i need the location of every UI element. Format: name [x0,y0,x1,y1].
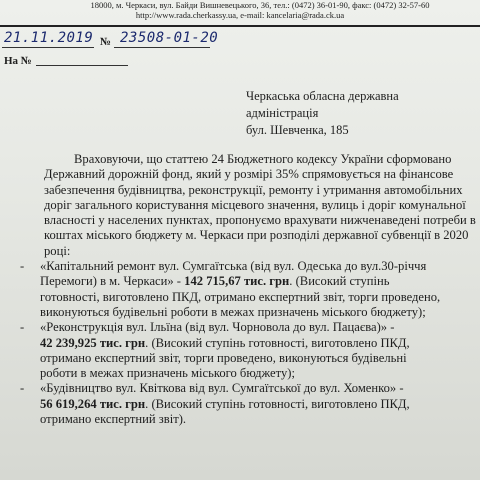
list-bullet: - [20,381,25,396]
text-line: коштах міського бюджету м. Черкаси при розподілі державної субвенції в 2020 [44,228,469,243]
text-line: «Будівництво вул. Квіткова від вул. Сумгаїтської до вул. Хоменко» - [40,381,404,396]
registration-date: 21.11.2019 [4,30,94,46]
text-line [40,274,472,289]
text-line: власності у населених пунктах, пропонуємо врахувати нижченаведені потреби в [44,213,476,228]
text-line: доріг загального користування місцевого значення, вулиць і доріг комунальної [44,197,466,212]
text-line: забезпечення будівництва, реконструкції, ремонту і утримання автомобільних [44,182,463,197]
item-text: . (Високий ступінь готовності, виготовлено ПКД, [145,396,410,411]
registration-number: 23508-01-20 [120,30,219,46]
addressee-line: бул. Шевченка, 185 [246,123,349,137]
item-text: . (Високий ступінь готовності, виготовлено ПКД, [145,335,410,350]
text-line: Враховуючи, що статтею 24 Бюджетного кодексу України сформовано [74,152,452,166]
item-text: Перемоги) в м. Черкаси» - [40,274,185,289]
text-line: виконуються будівельні роботи в межах призначень міського бюджету); [40,304,426,319]
list-item [14,381,472,427]
number-label: № [100,36,112,48]
intro-paragraph [14,152,476,259]
number-underline [114,47,210,48]
date-underline [2,47,94,48]
item-text: . (Високий ступінь [289,274,390,289]
list-item [14,320,472,381]
text-line: отримано експертний звіт). [40,412,187,427]
funding-items-list [14,259,472,427]
item-amount: 42 239,925 тис. грн [40,335,146,350]
text-line: отримано експертний звіт, торги проведено, виконуються будівельні [40,350,407,365]
reply-to-label: На № [4,55,32,67]
registration-block [0,27,480,67]
addressee-line: Черкаська обласна державна [246,89,399,103]
text-line: готовності, виготовлено ПКД, отримано експертний звіт, торги проведено, [40,289,441,304]
reply-underline [36,65,128,66]
text-line: «Реконструкція вул. Ільїна (від вул. Чорновола до вул. Пацаєва)» - [40,320,395,335]
list-bullet: - [20,259,25,274]
letterhead-contacts: http://www.rada.cherkassy.ua, e-mail: kancelaria@rada.ck.ua [135,10,345,20]
list-item [14,259,472,320]
text-line [40,397,472,412]
letter-body [14,152,476,427]
text-line: році: [44,243,71,258]
text-line [40,336,472,351]
letterhead-address: 18000, м. Черкаси, вул. Байди Вишневецького, 36, тел.: (0472) 36-01-90, факс: (0472) 32-57-60 [90,0,430,10]
item-amount: 142 715,67 тис. грн [184,274,290,289]
item-amount: 56 619,264 тис. грн [40,396,146,411]
addressee-block [246,88,476,139]
text-line: Державний дорожній фонд, який у розмірі 35% спрямовується на фінансове [44,167,454,182]
list-bullet: - [20,320,25,335]
addressee-line: адміністрація [246,106,319,120]
text-line: роботи в межах призначень міського бюджету); [40,366,295,381]
text-line: «Капітальний ремонт вул. Сумгаїтська (від вул. Одеська до вул.30-річчя [40,259,427,274]
